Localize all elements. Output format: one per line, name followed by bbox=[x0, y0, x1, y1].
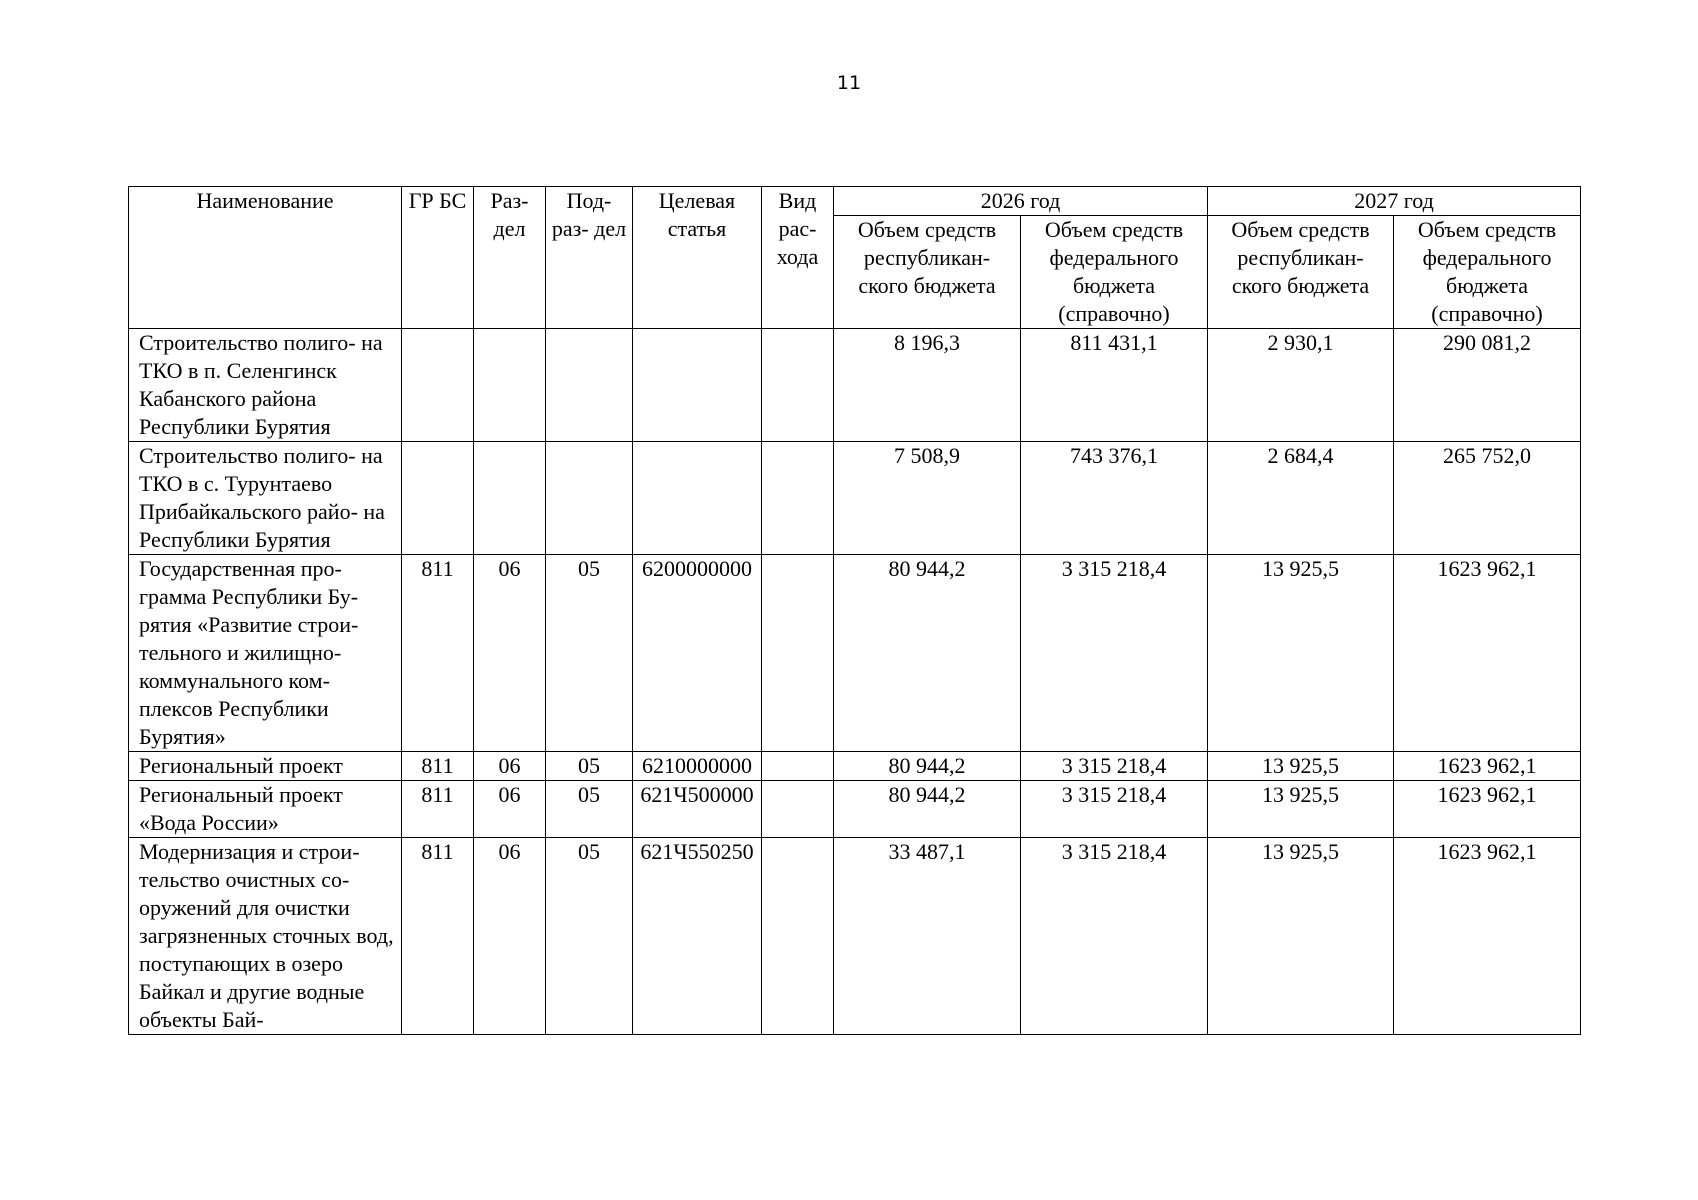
row-podrazdel: 05 bbox=[546, 838, 633, 1035]
row-name: Строительство полиго- на ТКО в с. Турунтаево Прибайкальского райо- на Республики Бурятия bbox=[129, 442, 402, 555]
row-podrazdel: 05 bbox=[546, 752, 633, 781]
row-vid bbox=[762, 555, 834, 752]
row-rep-2027: 2 684,4 bbox=[1208, 442, 1394, 555]
row-vid bbox=[762, 781, 834, 838]
header-grbs: ГР БС bbox=[402, 187, 474, 329]
row-vid bbox=[762, 329, 834, 442]
row-grbs: 811 bbox=[402, 752, 474, 781]
row-target: 6210000000 bbox=[633, 752, 762, 781]
row-name: Строительство полиго- на ТКО в п. Селенгинск Кабанского района Республики Бурятия bbox=[129, 329, 402, 442]
row-razdel: 06 bbox=[474, 752, 546, 781]
row-fed-2027: 1623 962,1 bbox=[1394, 555, 1581, 752]
row-fed-2026: 3 315 218,4 bbox=[1021, 781, 1208, 838]
header-year-2026: 2026 год bbox=[834, 187, 1208, 216]
table-row bbox=[129, 555, 1581, 752]
row-fed-2027: 290 081,2 bbox=[1394, 329, 1581, 442]
row-target bbox=[633, 329, 762, 442]
row-vid bbox=[762, 838, 834, 1035]
row-razdel bbox=[474, 329, 546, 442]
row-grbs: 811 bbox=[402, 555, 474, 752]
row-target: 621Ч550250 bbox=[633, 838, 762, 1035]
row-fed-2027: 1623 962,1 bbox=[1394, 838, 1581, 1035]
row-rep-2026: 80 944,2 bbox=[834, 555, 1021, 752]
row-fed-2027: 1623 962,1 bbox=[1394, 781, 1581, 838]
row-grbs: 811 bbox=[402, 838, 474, 1035]
row-podrazdel bbox=[546, 442, 633, 555]
header-year-2027: 2027 год bbox=[1208, 187, 1581, 216]
header-podrazdel: Под- раз- дел bbox=[546, 187, 633, 329]
table-row bbox=[129, 838, 1581, 1035]
row-rep-2027: 13 925,5 bbox=[1208, 781, 1394, 838]
row-razdel: 06 bbox=[474, 555, 546, 752]
row-target: 621Ч500000 bbox=[633, 781, 762, 838]
budget-table bbox=[128, 186, 1581, 1035]
header-rep-2026: Объем средств республикан- ского бюджета bbox=[834, 216, 1021, 329]
table-body bbox=[129, 329, 1581, 1035]
header-rep-2027: Объем средств республикан- ского бюджета bbox=[1208, 216, 1394, 329]
row-name: Государственная про- грамма Республики Бу- рятия «Развитие строи- тельного и жилищно- коммунального ком- плексов Республики Бурятия» bbox=[129, 555, 402, 752]
row-target bbox=[633, 442, 762, 555]
row-rep-2027: 13 925,5 bbox=[1208, 555, 1394, 752]
row-name: Модернизация и строи- тельство очистных со- оружений для очистки загрязненных сточных вод, поступающих в озеро Байкал и другие водные объекты Бай- bbox=[129, 838, 402, 1035]
header-name: Наименование bbox=[129, 187, 402, 329]
row-name: Региональный проект «Вода России» bbox=[129, 781, 402, 838]
table-row bbox=[129, 329, 1581, 442]
header-vid: Вид рас- хода bbox=[762, 187, 834, 329]
row-grbs: 811 bbox=[402, 781, 474, 838]
header-target: Целевая статья bbox=[633, 187, 762, 329]
row-razdel: 06 bbox=[474, 781, 546, 838]
row-fed-2027: 265 752,0 bbox=[1394, 442, 1581, 555]
row-podrazdel: 05 bbox=[546, 781, 633, 838]
table-row bbox=[129, 752, 1581, 781]
row-fed-2026: 3 315 218,4 bbox=[1021, 752, 1208, 781]
row-podrazdel: 05 bbox=[546, 555, 633, 752]
row-razdel: 06 bbox=[474, 838, 546, 1035]
row-fed-2026: 811 431,1 bbox=[1021, 329, 1208, 442]
page-number: 11 bbox=[836, 72, 862, 94]
header-razdel: Раз- дел bbox=[474, 187, 546, 329]
row-grbs bbox=[402, 442, 474, 555]
row-podrazdel bbox=[546, 329, 633, 442]
row-grbs bbox=[402, 329, 474, 442]
row-fed-2027: 1623 962,1 bbox=[1394, 752, 1581, 781]
row-fed-2026: 3 315 218,4 bbox=[1021, 555, 1208, 752]
row-rep-2027: 13 925,5 bbox=[1208, 838, 1394, 1035]
table-row bbox=[129, 781, 1581, 838]
row-fed-2026: 3 315 218,4 bbox=[1021, 838, 1208, 1035]
row-rep-2026: 8 196,3 bbox=[834, 329, 1021, 442]
row-fed-2026: 743 376,1 bbox=[1021, 442, 1208, 555]
row-razdel bbox=[474, 442, 546, 555]
header-fed-2027: Объем средств федерального бюджета (справочно) bbox=[1394, 216, 1581, 329]
row-name: Региональный проект bbox=[129, 752, 402, 781]
row-rep-2027: 2 930,1 bbox=[1208, 329, 1394, 442]
row-rep-2026: 80 944,2 bbox=[834, 752, 1021, 781]
table-row bbox=[129, 442, 1581, 555]
row-rep-2027: 13 925,5 bbox=[1208, 752, 1394, 781]
row-vid bbox=[762, 752, 834, 781]
row-target: 6200000000 bbox=[633, 555, 762, 752]
row-rep-2026: 80 944,2 bbox=[834, 781, 1021, 838]
header-fed-2026: Объем средств федерального бюджета (справочно) bbox=[1021, 216, 1208, 329]
row-rep-2026: 7 508,9 bbox=[834, 442, 1021, 555]
row-rep-2026: 33 487,1 bbox=[834, 838, 1021, 1035]
row-vid bbox=[762, 442, 834, 555]
